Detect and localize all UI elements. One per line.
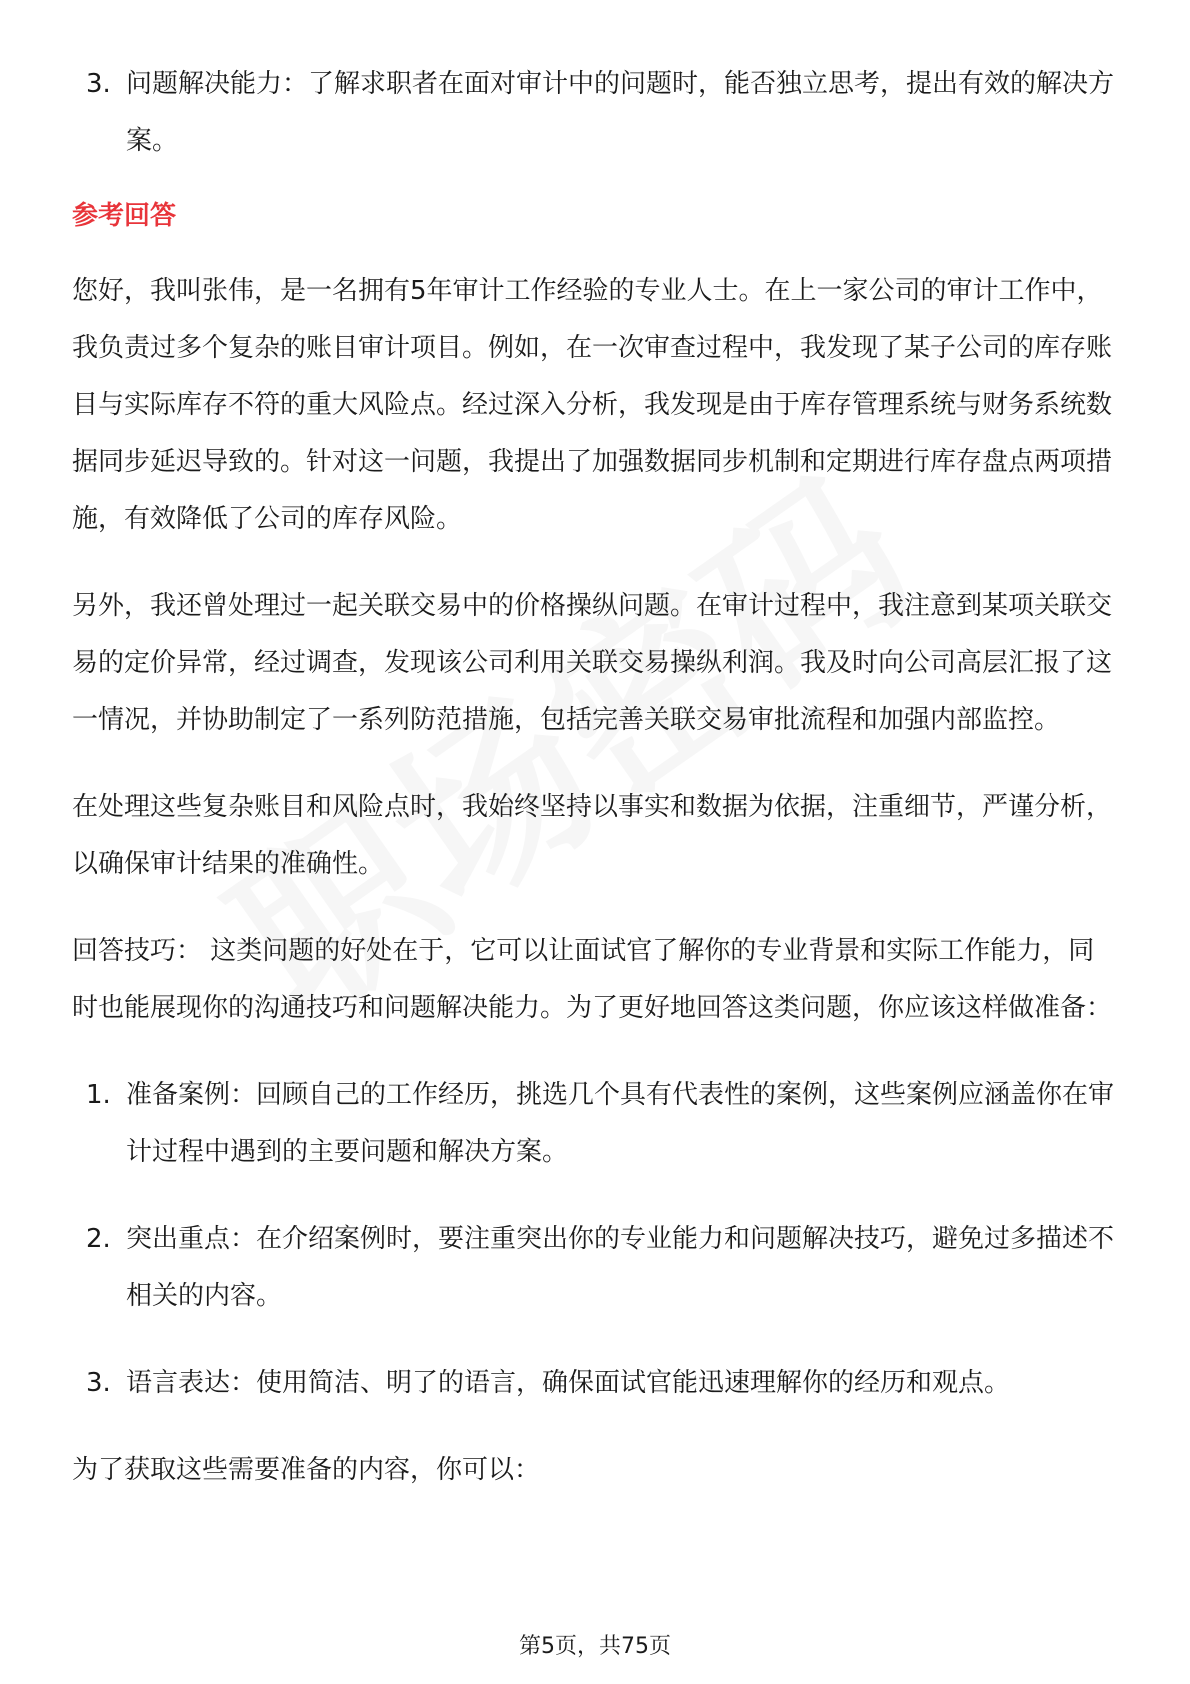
paragraph-1: 您好，我叫张伟，是一名拥有5年审计工作经验的专业人士。在上一家公司的审计工作中，我负责过多个复杂的账目审计项目。例如，在一次审查过程中，我发现了某子公司的库存账目与实际库存不符的重大风险点。经过深入分析，我发现是由于库存管理系统与财务系统数据同步延迟导致的。针对这一问题，我提出了加强数据同步机制和定期进行库存盘点两项措施，有效降低了公司的库存风险。 xyxy=(72,276,1113,534)
document-body xyxy=(72,56,1118,1499)
list-number: 1. xyxy=(86,1080,111,1110)
list-number: 3. xyxy=(86,1368,111,1398)
list-text: 问题解决能力：了解求职者在面对审计中的问题时，能否独立思考，提出有效的解决方案。 xyxy=(126,69,1115,156)
tip-list-item xyxy=(72,1211,1118,1325)
list-text: 准备案例：回顾自己的工作经历，挑选几个具有代表性的案例，这些案例应涵盖你在审计过程中遇到的主要问题和解决方案。 xyxy=(126,1080,1115,1167)
tip-list-item xyxy=(72,1067,1118,1181)
paragraph-2: 另外，我还曾处理过一起关联交易中的价格操纵问题。在审计过程中，我注意到某项关联交易的定价异常，经过调查，发现该公司利用关联交易操纵利润。我及时向公司高层汇报了这一情况，并协助制定了一系列防范措施，包括完善关联交易审批流程和加强内部监控。 xyxy=(72,591,1113,735)
answer-heading: 参考回答 xyxy=(72,201,177,231)
list-number: 2. xyxy=(86,1224,111,1254)
list-number: 3. xyxy=(86,69,111,99)
closing-paragraph: 为了获取这些需要准备的内容，你可以： xyxy=(72,1455,541,1485)
list-text: 语言表达：使用简洁、明了的语言，确保面试官能迅速理解你的经历和观点。 xyxy=(126,1368,1011,1398)
tip-list-item xyxy=(72,1355,1118,1412)
intro-list-item xyxy=(72,56,1118,170)
list-text: 突出重点：在介绍案例时，要注重突出你的专业能力和问题解决技巧，避免过多描述不相关的内容。 xyxy=(126,1224,1115,1311)
page-footer: 第5页，共75页 xyxy=(519,1634,671,1659)
paragraph-answer-tips: 回答技巧： 这类问题的好处在于，它可以让面试官了解你的专业背景和实际工作能力，同时也能展现你的沟通技巧和问题解决能力。为了更好地回答这类问题，你应该这样做准备： xyxy=(72,936,1113,1023)
paragraph-3: 在处理这些复杂账目和风险点时，我始终坚持以事实和数据为依据，注重细节，严谨分析，以确保审计结果的准确性。 xyxy=(72,792,1113,879)
